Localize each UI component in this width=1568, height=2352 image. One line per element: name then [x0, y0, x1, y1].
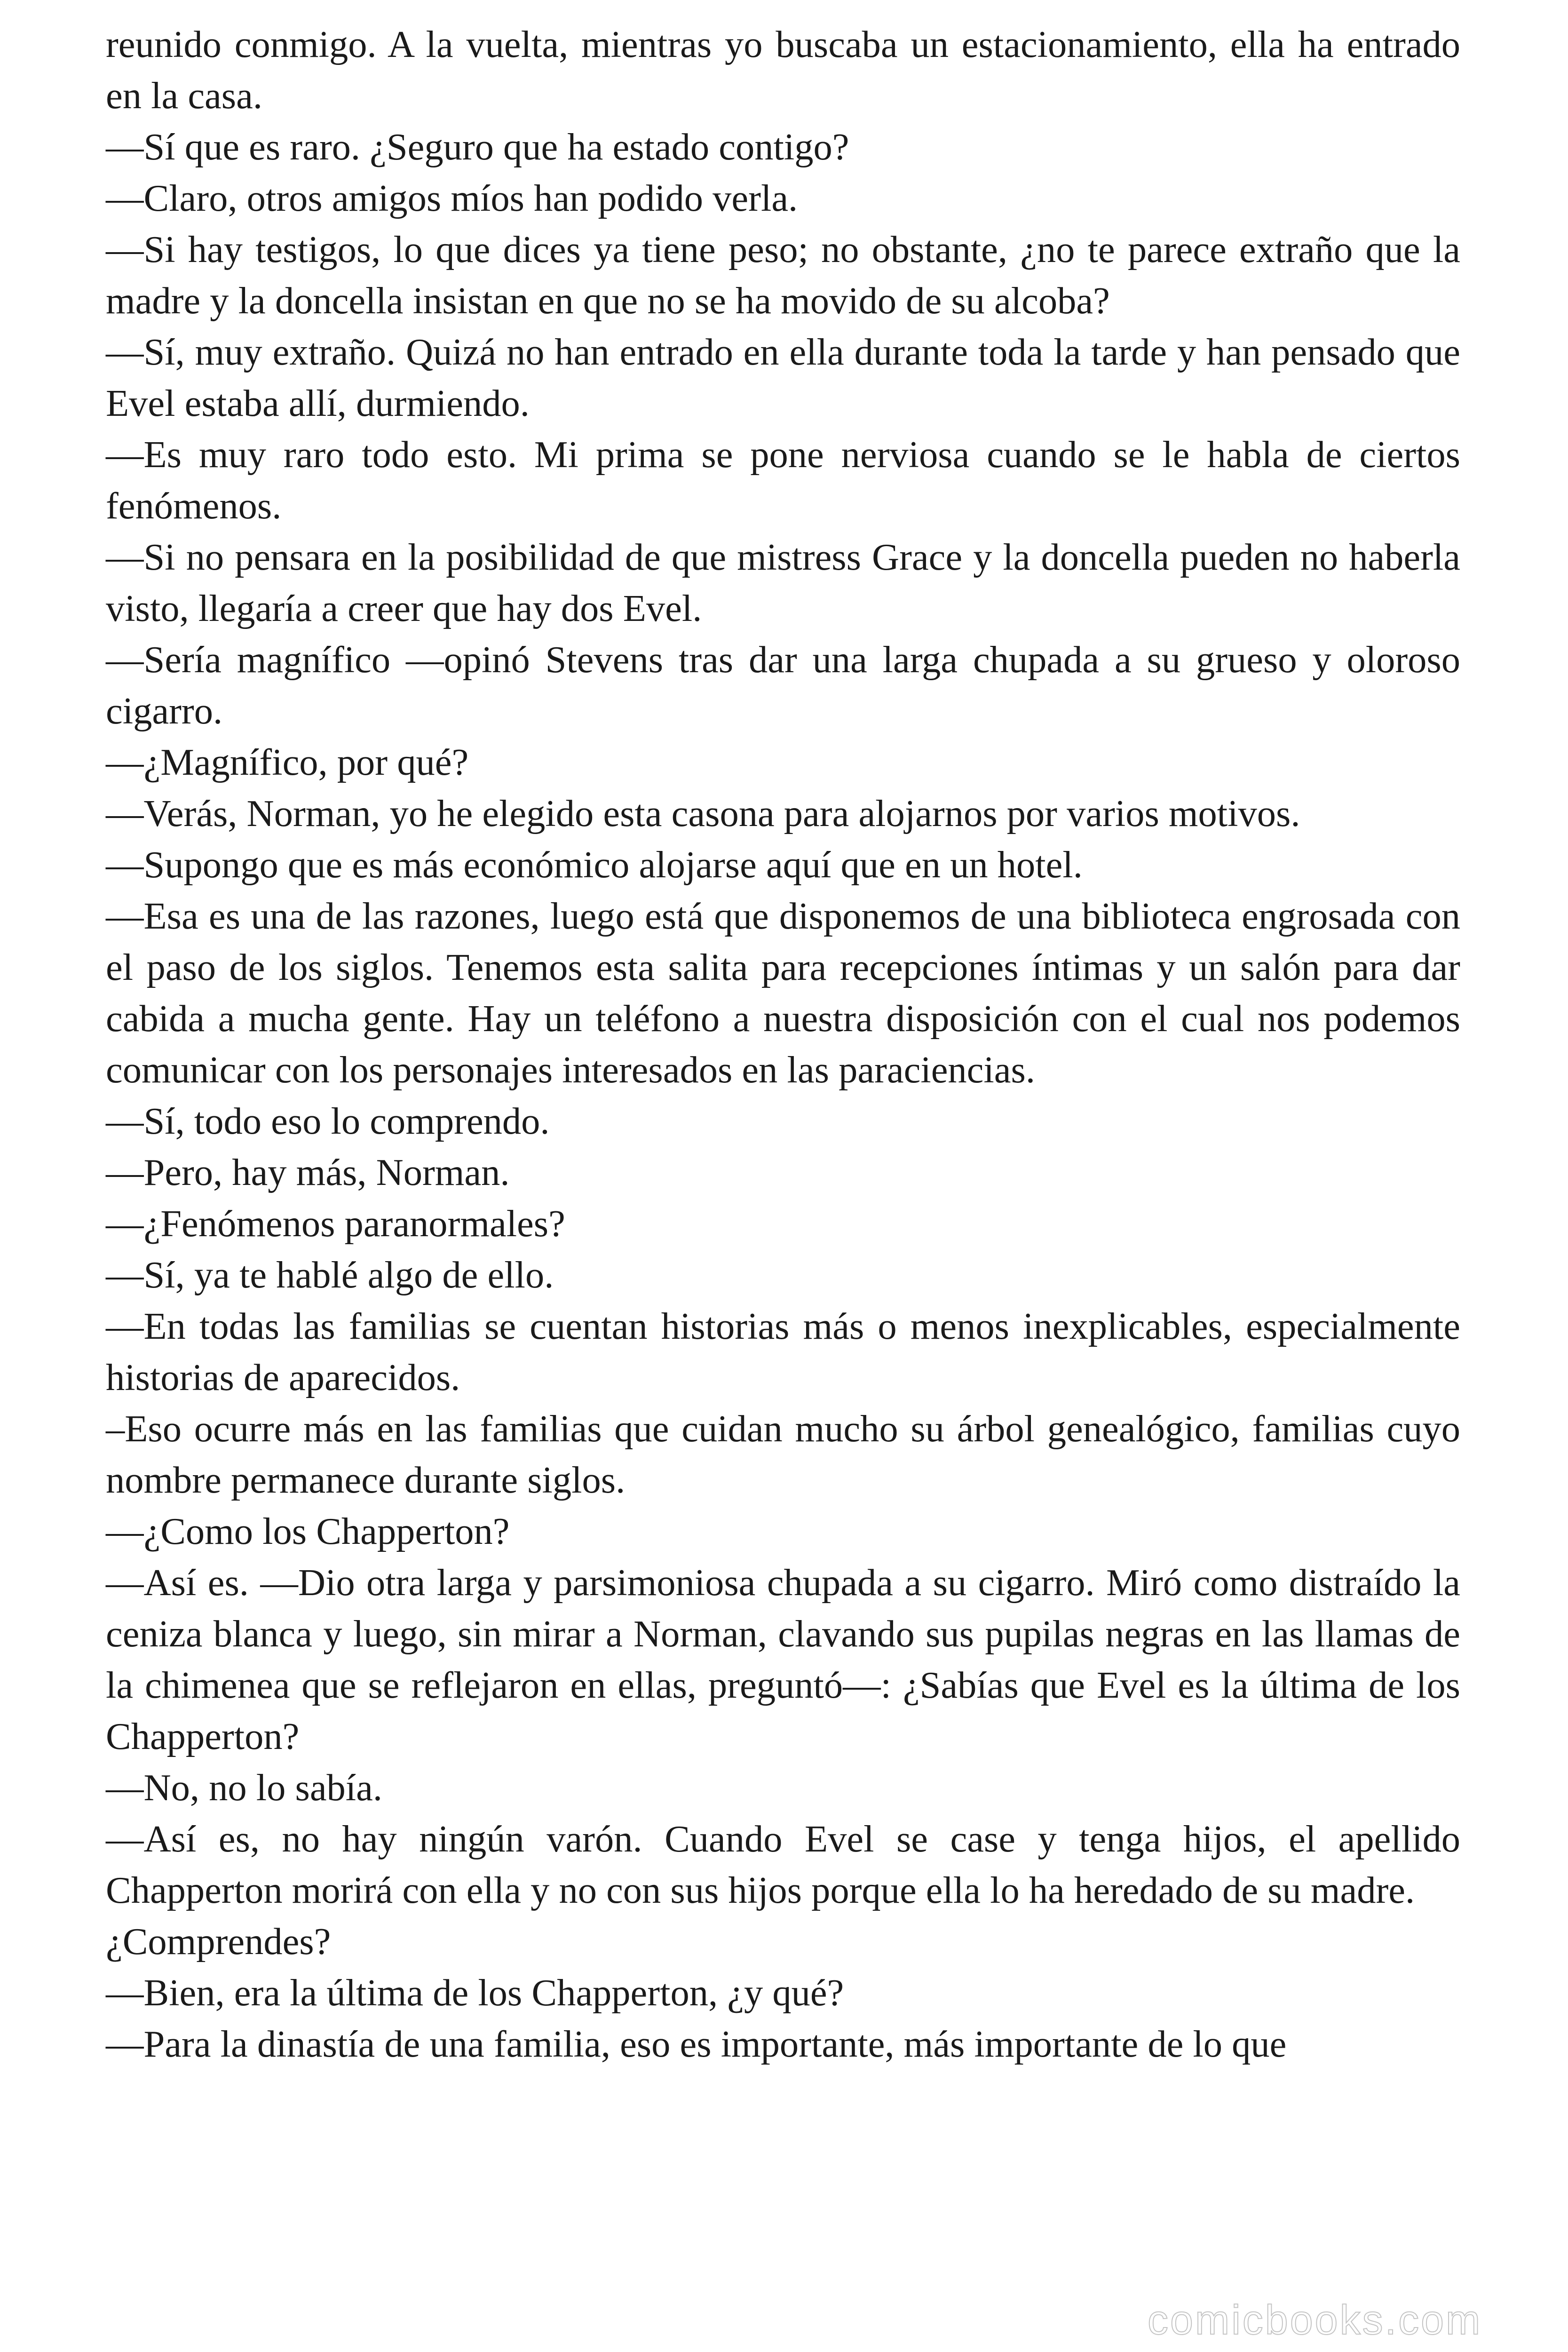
paragraph: —Así es, no hay ningún varón. Cuando Evel se case y tenga hijos, el apellido Chapperton morirá con ella y no con sus hijos porque ella lo ha heredado de su madre.	[106, 1818, 1460, 1911]
paragraph: —Sí, muy extraño. Quizá no han entrado en ella durante toda la tarde y han pensado que Evel estaba allí, durmiendo.	[106, 331, 1460, 424]
paragraph: —Si hay testigos, lo que dices ya tiene peso; no obstante, ¿no te parece extraño que la madre y la doncella insistan en que no se ha movido de su alcoba?	[106, 229, 1460, 322]
paragraph: reunido conmigo. A la vuelta, mientras yo buscaba un estacionamiento, ella ha entrado en la casa.	[106, 24, 1460, 117]
paragraph: —¿Magnífico, por qué?	[106, 741, 469, 783]
paragraph: —En todas las familias se cuentan historias más o menos inexplicables, especialmente historias de aparecidos.	[106, 1305, 1460, 1398]
paragraph: —Sí que es raro. ¿Seguro que ha estado contigo?	[106, 126, 849, 168]
body-text	[106, 19, 1460, 2070]
paragraph: –Eso ocurre más en las familias que cuidan mucho su árbol genealógico, familias cuyo nombre permanece durante siglos.	[106, 1408, 1460, 1501]
paragraph: —Bien, era la última de los Chapperton, ¿y qué?	[106, 1972, 844, 2014]
paragraph: ¿Comprendes?	[106, 1921, 331, 1963]
paragraph: —Para la dinastía de una familia, eso es importante, más importante de lo que	[106, 2023, 1287, 2065]
paragraph: —Pero, hay más, Norman.	[106, 1152, 510, 1193]
paragraph: —Así es. —Dio otra larga y parsimoniosa chupada a su cigarro. Miró como distraído la ceniza blanca y luego, sin mirar a Norman, clavando sus pupilas negras en las llamas de la chimenea que se reflejaron en ellas, preguntó—: ¿Sabías que Evel es la última de los Chapperton?	[106, 1562, 1460, 1757]
paragraph: —¿Fenómenos paranormales?	[106, 1203, 565, 1245]
paragraph: —Sí, ya te hablé algo de ello.	[106, 1254, 554, 1296]
paragraph: —Sería magnífico —opinó Stevens tras dar una larga chupada a su grueso y oloroso cigarro.	[106, 639, 1460, 732]
paragraph: —Si no pensara en la posibilidad de que mistress Grace y la doncella pueden no haberla visto, llegaría a creer que hay dos Evel.	[106, 536, 1460, 629]
paragraph: —No, no lo sabía.	[106, 1767, 383, 1809]
paragraph: —Sí, todo eso lo comprendo.	[106, 1100, 550, 1142]
watermark: comicbooks.com	[1148, 2296, 1482, 2343]
paragraph: —Verás, Norman, yo he elegido esta casona para alojarnos por varios motivos.	[106, 793, 1300, 834]
paragraph: —Supongo que es más económico alojarse aquí que en un hotel.	[106, 844, 1083, 886]
paragraph: —Claro, otros amigos míos han podido verla.	[106, 177, 798, 219]
paragraph: —Esa es una de las razones, luego está que disponemos de una biblioteca engrosada con el paso de los siglos. Tenemos esta salita para recepciones íntimas y un salón para dar cabida a mucha gente. Hay un teléfono a nuestra disposición con el cual nos podemos comunicar con los personajes interesados en las paraciencias.	[106, 895, 1460, 1091]
paragraph: —Es muy raro todo esto. Mi prima se pone nerviosa cuando se le habla de ciertos fenómenos.	[106, 434, 1460, 527]
paragraph: —¿Como los Chapperton?	[106, 1510, 510, 1552]
